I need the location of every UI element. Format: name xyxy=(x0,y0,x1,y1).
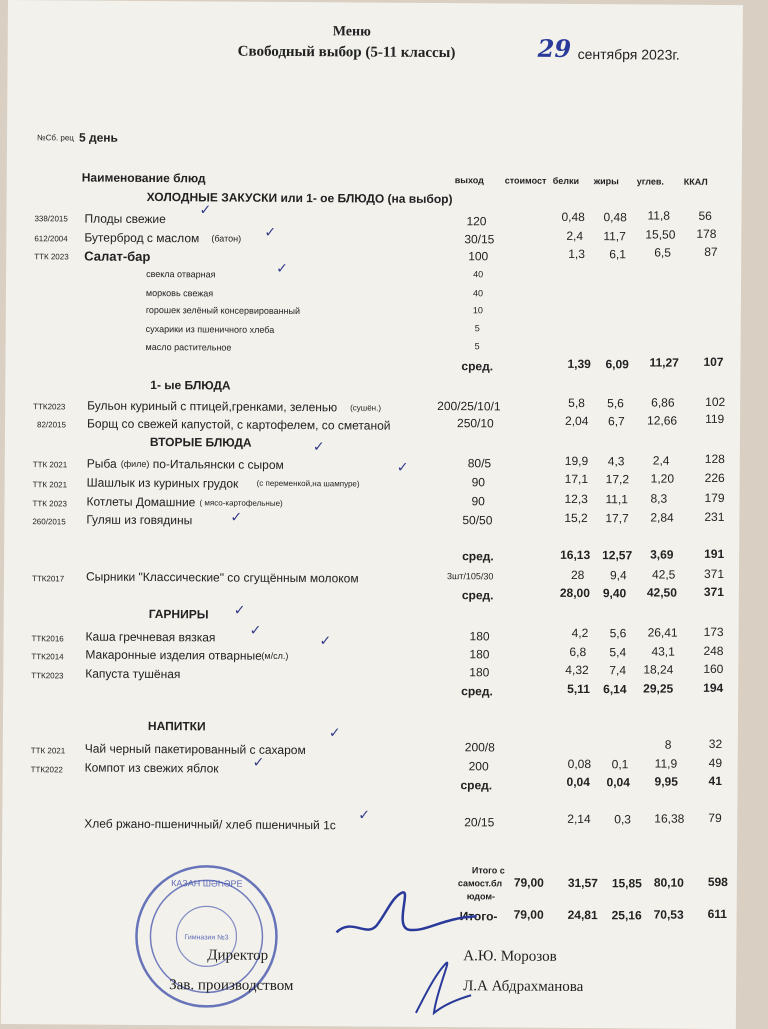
avg-carbs: 42,50 xyxy=(646,585,677,600)
dish-fat: 5,6 xyxy=(607,396,624,411)
dish-output: 90 xyxy=(471,475,486,490)
total2-label: Итого- xyxy=(459,909,498,924)
dish-kcal: 248 xyxy=(703,643,724,659)
dish-output: 200/8 xyxy=(464,740,495,755)
dish-protein: 0,08 xyxy=(567,756,592,772)
dish-name: Сырники "Классические" со сгущённым молоком xyxy=(85,569,359,586)
dish-carbs: 11,9 xyxy=(654,756,678,771)
dish-kcal: 128 xyxy=(704,451,725,467)
dish-protein: 2,04 xyxy=(565,413,589,429)
check-mark-icon: ✓ xyxy=(199,201,212,218)
recipe-code: 82/2015 xyxy=(37,420,66,430)
section-garnish: ГАРНИРЫ xyxy=(148,606,209,622)
dish-fat: 0,1 xyxy=(611,757,629,772)
avg-kcal: 191 xyxy=(704,546,725,562)
avg-protein: 0,04 xyxy=(566,774,590,790)
dish-carbs: 2,4 xyxy=(652,453,670,468)
check-mark-icon: ✓ xyxy=(252,753,265,770)
dish-protein: 4,2 xyxy=(571,625,589,641)
avg-protein: 16,13 xyxy=(560,547,591,563)
avg-label: сред. xyxy=(461,588,494,603)
avg-carbs: 3,69 xyxy=(650,547,674,562)
col-cost: стоимост xyxy=(504,175,547,186)
col-protein: белки xyxy=(552,175,580,186)
salad-item-name: горошек зелёный консервированный xyxy=(145,304,301,317)
avg-protein: 5,11 xyxy=(567,681,590,697)
dish-fat: 11,7 xyxy=(603,229,626,244)
dish-name: Компот из свежих яблок xyxy=(84,760,219,776)
dish-name: Гуляш из говядины xyxy=(86,512,193,528)
check-mark-icon: ✓ xyxy=(230,508,243,525)
dish-output: 180 xyxy=(469,665,490,680)
dish-protein: 12,3 xyxy=(564,491,588,507)
avg-carbs: 29,25 xyxy=(643,681,674,696)
check-mark-icon: ✓ xyxy=(358,806,371,823)
dish-output: 50/50 xyxy=(462,513,493,528)
dish-protein: 17,1 xyxy=(564,471,589,487)
check-mark-icon: ✓ xyxy=(396,458,409,475)
dish-output: 180 xyxy=(469,647,490,662)
salad-item-output: 5 xyxy=(474,341,480,352)
dish-kcal: 32 xyxy=(708,736,723,752)
avg-kcal: 371 xyxy=(703,584,724,600)
dish-kcal: 179 xyxy=(704,490,725,506)
col-output: выход xyxy=(454,175,484,186)
col-kcal: ККАЛ xyxy=(683,176,708,187)
col-carbs: углев. xyxy=(636,176,664,187)
dish-fat: 6,7 xyxy=(608,414,625,429)
dish-kcal: 371 xyxy=(703,566,725,582)
dish-fat: 11,1 xyxy=(605,492,629,507)
dish-name: Макаронные изделия отварные xyxy=(85,647,262,663)
recipe-code: ТТК2014 xyxy=(31,652,64,662)
dish-output: 200/25/10/1 xyxy=(437,399,501,414)
salad-item-output: 40 xyxy=(472,288,484,299)
dish-fat: 9,4 xyxy=(609,568,627,583)
dish-name: Каша гречневая вязкая xyxy=(85,629,216,645)
dish-kcal: 87 xyxy=(704,244,718,259)
dish-fat: 4,3 xyxy=(607,454,625,469)
recipe-code: 612/2004 xyxy=(34,234,68,244)
salad-item-name: свекла отварная xyxy=(146,268,216,280)
total2-protein: 24,81 xyxy=(567,907,598,923)
total-label-line1: Итого с xyxy=(471,865,505,876)
dish-kcal: 79 xyxy=(708,810,722,826)
dish-carbs: 42,5 xyxy=(651,567,676,582)
dish-carbs: 8 xyxy=(664,737,672,752)
avg-protein: 1,39 xyxy=(567,356,591,372)
dish-name: Плоды свежие xyxy=(84,211,166,227)
check-mark-icon: ✓ xyxy=(319,632,332,649)
recipe-code: ТТК 2021 xyxy=(32,480,68,490)
salad-item-name: морковь свежая xyxy=(145,287,214,299)
avg-label: сред. xyxy=(460,778,493,793)
section-drinks: НАПИТКИ xyxy=(147,718,206,734)
dish-note: ( мясо-картофельные) xyxy=(199,498,283,508)
dish-name: Бутерброд с маслом xyxy=(84,230,200,246)
dish-note: (батон) xyxy=(211,233,242,244)
dish-carbs: 16,38 xyxy=(654,811,685,826)
dish-carbs: 43,1 xyxy=(651,644,675,659)
dish-fat: 17,2 xyxy=(605,472,630,487)
dish-protein: 4,32 xyxy=(565,662,589,678)
deputy-name: Л.А Абдрахманова xyxy=(463,978,584,996)
dish-kcal: 226 xyxy=(704,470,725,486)
check-mark-icon: ✓ xyxy=(233,601,246,618)
handwritten-date: 29 xyxy=(537,33,572,63)
dish-name: Капуста тушёная xyxy=(85,666,181,682)
dish-fat: 6,1 xyxy=(609,247,626,262)
salad-item-output: 40 xyxy=(473,269,484,280)
dish-kcal: 173 xyxy=(703,624,724,640)
avg-protein: 28,00 xyxy=(559,585,590,601)
director-role: Директор xyxy=(207,947,269,964)
recipe-code: ТТК2023 xyxy=(31,671,64,681)
recipe-code: ТТК2023 xyxy=(33,402,66,412)
salad-item-name: сухарики из пшеничного хлеба xyxy=(145,323,275,335)
dish-kcal: 56 xyxy=(698,208,712,223)
stamp-center-text: Гимназия №3 xyxy=(184,934,229,942)
dish-name: Борщ со свежей капустой, с картофелем, со сметаной xyxy=(86,416,391,433)
total2-fat: 25,16 xyxy=(611,908,642,923)
menu-subtitle: Свободный выбор (5-11 классы) xyxy=(237,43,456,62)
dish-protein: 2,14 xyxy=(567,811,591,827)
director-signature xyxy=(331,877,481,948)
dish-output: 100 xyxy=(468,249,489,264)
stamp-top-text: КАЗАН ШӘҺӘРЕ xyxy=(171,878,243,889)
dish-fat: 17,7 xyxy=(605,511,629,526)
section-second: ВТОРЫЕ БЛЮДА xyxy=(149,435,252,450)
dish-note: (м/сл.) xyxy=(261,650,289,661)
section-cold: ХОЛОДНЫЕ ЗАКУСКИ или 1- ое БЛЮДО (на выбор) xyxy=(146,189,453,207)
recipe-code: 260/2015 xyxy=(32,517,66,527)
check-mark-icon: ✓ xyxy=(249,621,262,638)
dish-carbs: 12,66 xyxy=(647,413,678,428)
avg-carbs: 9,95 xyxy=(654,774,678,789)
check-mark-icon: ✓ xyxy=(312,438,325,455)
dish-kcal: 119 xyxy=(705,411,725,427)
avg-fat: 6,14 xyxy=(603,682,627,697)
total-carbs: 80,10 xyxy=(653,875,684,890)
dish-fat: 0,3 xyxy=(614,812,632,827)
dish-note: (с переменкой,на шампуре) xyxy=(256,478,360,489)
recipe-code: ТТК2016 xyxy=(31,634,64,644)
dish-protein: 6,8 xyxy=(569,644,587,660)
total-label-line2: самост.бл xyxy=(457,878,503,889)
dish-protein: 1,3 xyxy=(568,246,585,262)
dish-kcal: 231 xyxy=(704,509,725,525)
recipe-label: №Сб. рец xyxy=(37,133,74,143)
menu-document xyxy=(1,0,743,1029)
recipe-code: ТТК 2021 xyxy=(32,460,68,470)
col-fat: жиры xyxy=(593,176,619,187)
dish-output: 120 xyxy=(466,214,487,229)
avg-fat: 9,40 xyxy=(602,586,627,601)
recipe-code: 338/2015 xyxy=(34,214,68,224)
dish-fat: 5,4 xyxy=(609,645,627,660)
avg-kcal: 41 xyxy=(708,773,722,789)
dish-carbs: 11,8 xyxy=(647,208,671,223)
recipe-code: ТТК 2023 xyxy=(32,499,67,509)
deputy-role: Зав. производством xyxy=(169,977,294,995)
dish-carbs: 2,84 xyxy=(650,510,674,525)
salad-item-name: масло растительное xyxy=(145,341,232,353)
day-label: 5 день xyxy=(78,130,119,145)
dish-protein: 2,4 xyxy=(566,228,584,244)
section-first: 1- ые БЛЮДА xyxy=(150,378,231,393)
recipe-code: ТТК2022 xyxy=(30,765,63,775)
dish-output: 90 xyxy=(471,494,485,509)
dish-carbs: 6,86 xyxy=(651,395,675,410)
total2-kcal: 611 xyxy=(707,906,728,922)
dish-output: 180 xyxy=(469,629,490,644)
total-label-line3: юдом- xyxy=(466,891,496,902)
dish-kcal: 178 xyxy=(696,226,717,241)
total-fat: 15,85 xyxy=(611,876,642,891)
dish-protein: 0,48 xyxy=(561,209,585,225)
avg-label: сред. xyxy=(461,684,493,699)
avg-kcal: 194 xyxy=(703,680,724,696)
salad-item-output: 10 xyxy=(472,305,483,316)
avg-kcal: 107 xyxy=(703,354,724,370)
salad-item-output: 5 xyxy=(474,323,480,334)
total2-carbs: 70,53 xyxy=(653,907,684,922)
dish-protein: 19,9 xyxy=(564,453,589,469)
avg-fat: 6,09 xyxy=(605,357,629,372)
dish-note: (филе) xyxy=(120,458,150,469)
dish-protein: 5,8 xyxy=(568,395,585,411)
dish-kcal: 49 xyxy=(708,755,723,771)
dish-kcal: 160 xyxy=(703,661,724,677)
dish-carbs: 26,41 xyxy=(647,625,678,640)
recipe-code: ТТК 2021 xyxy=(30,746,66,756)
dish-name: Бульон куриный с птицей,гренками, зеленью xyxy=(87,398,338,415)
dish-carbs: 8,3 xyxy=(650,491,668,506)
dish-name-cont: по-Итальянски с сыром xyxy=(152,457,284,472)
dish-kcal: 102 xyxy=(705,394,726,410)
avg-label: сред. xyxy=(462,549,494,564)
dish-name: Чай черный пакетированный с сахаром xyxy=(84,741,306,758)
dish-name: Салат-бар xyxy=(84,248,151,265)
recipe-code: ТТК 2023 xyxy=(34,252,69,262)
check-mark-icon: ✓ xyxy=(328,724,341,741)
dish-protein: 28 xyxy=(570,567,585,583)
dish-carbs: 1,20 xyxy=(650,471,675,486)
dish-name: Котлеты Домашние xyxy=(86,494,196,510)
dish-output: 30/15 xyxy=(464,232,495,247)
total-cost: 79,00 xyxy=(513,875,544,890)
dish-output: 80/5 xyxy=(467,456,492,471)
dish-note: (сушён.) xyxy=(350,403,382,413)
dish-output: 250/10 xyxy=(457,416,494,431)
total-kcal: 598 xyxy=(707,874,728,890)
dish-output: 20/15 xyxy=(464,815,495,830)
dish-protein: 15,2 xyxy=(564,510,588,526)
recipe-code: ТТК2017 xyxy=(31,574,65,584)
dish-carbs: 18,24 xyxy=(643,662,674,677)
total-protein: 31,57 xyxy=(567,875,598,891)
dish-output: 200 xyxy=(468,759,489,774)
check-mark-icon: ✓ xyxy=(264,223,277,240)
check-mark-icon: ✓ xyxy=(276,259,288,276)
avg-label: сред. xyxy=(461,359,494,374)
avg-fat: 0,04 xyxy=(606,775,630,790)
avg-fat: 12,57 xyxy=(602,548,633,563)
date-text: сентября 2023г. xyxy=(577,45,680,63)
total2-cost: 79,00 xyxy=(513,907,544,922)
dish-name: Рыба xyxy=(86,456,117,471)
dish-name: Хлеб ржано-пшеничный/ хлеб пшеничный 1с xyxy=(84,816,336,833)
dish-output: 3шт/105/30 xyxy=(446,571,494,582)
dish-fat: 0,48 xyxy=(603,210,627,225)
dish-carbs: 15,50 xyxy=(645,227,676,242)
director-name: А.Ю. Морозов xyxy=(463,948,557,965)
dish-fat: 7,4 xyxy=(609,663,627,678)
dish-carbs: 6,5 xyxy=(654,245,671,260)
dish-fat: 5,6 xyxy=(609,626,627,641)
col-name: Наименование блюд xyxy=(81,170,206,186)
menu-title: Меню xyxy=(332,24,371,40)
dish-name: Шашлык из куриных грудок xyxy=(86,475,239,491)
avg-carbs: 11,27 xyxy=(649,355,679,370)
